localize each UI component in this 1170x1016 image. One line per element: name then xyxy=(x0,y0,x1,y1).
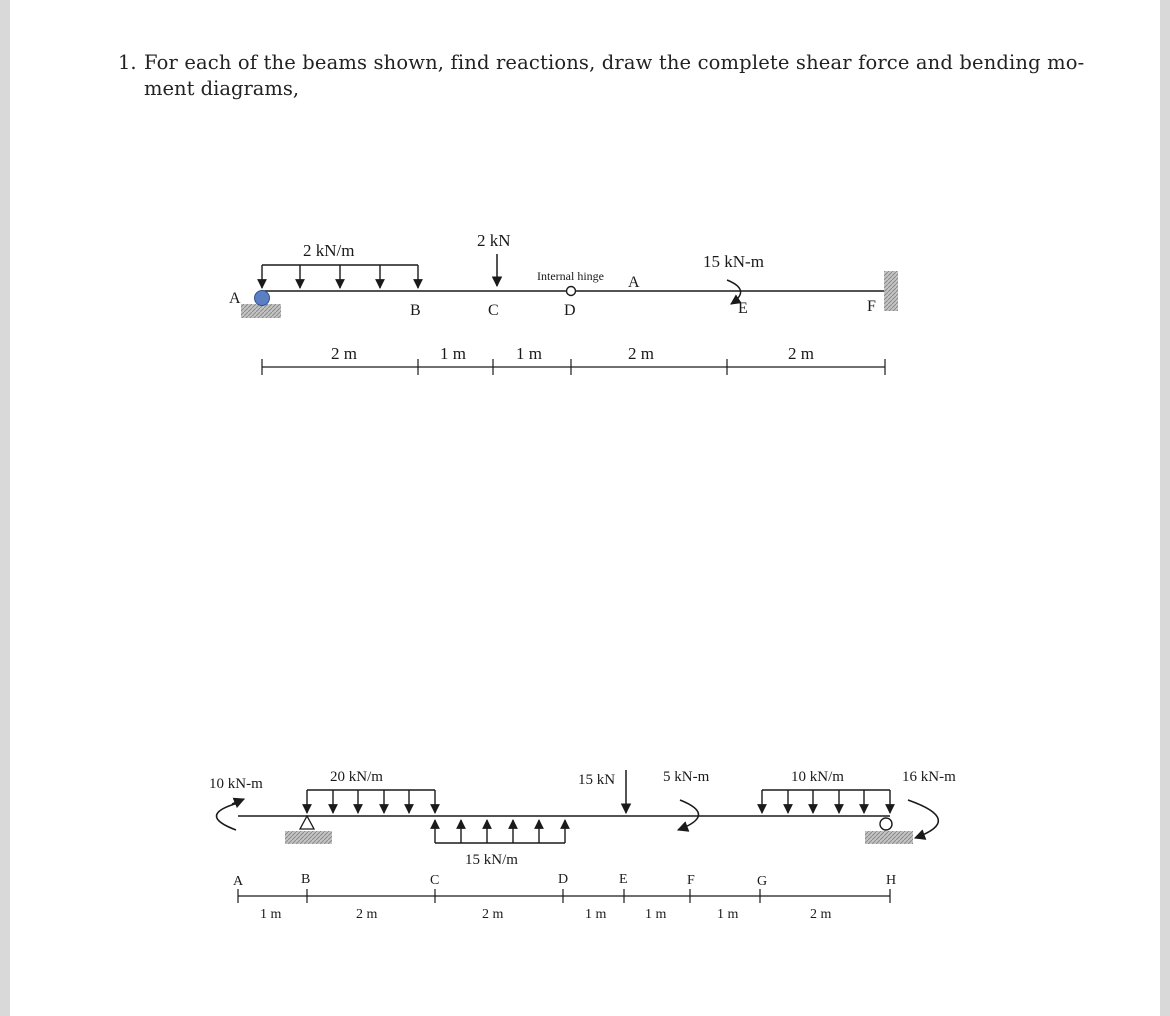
ground-hatch-b xyxy=(285,831,332,844)
internal-hinge-icon xyxy=(567,287,576,296)
point-label-e: E xyxy=(619,872,628,887)
point-label-c: C xyxy=(488,302,499,319)
span-label: 1 m xyxy=(585,907,607,922)
span-label: 2 m xyxy=(810,907,832,922)
pin-support-b-icon xyxy=(300,816,314,829)
pin-support-icon xyxy=(255,291,270,306)
span-label: 2 m xyxy=(356,907,378,922)
udl-20kn-per-m xyxy=(307,790,435,813)
span-label: 1 m xyxy=(645,907,667,922)
span-label: 1 m xyxy=(516,344,542,363)
point-load-15kn-label: 15 kN xyxy=(578,772,616,788)
moment-mid-label: 5 kN-m xyxy=(663,769,710,785)
span-label: 1 m xyxy=(260,907,282,922)
udl-15kn-per-m-upward xyxy=(435,820,565,843)
point-label-b: B xyxy=(410,302,421,319)
moment-mid-arrow-icon xyxy=(678,800,699,830)
ground-hatch-h xyxy=(865,831,913,844)
point-label-f: F xyxy=(867,298,876,315)
point-label-h: H xyxy=(886,873,897,888)
hinge-extra-label: A xyxy=(628,274,640,291)
ground-hatch-a xyxy=(241,304,281,318)
roller-support-h-icon xyxy=(880,818,892,830)
moment-label: 15 kN-m xyxy=(703,252,764,271)
moment-right-label: 16 kN-m xyxy=(902,769,956,785)
span-label: 2 m xyxy=(331,344,357,363)
beam-2 xyxy=(209,769,956,922)
point-label-d: D xyxy=(558,872,569,887)
point-label-e: E xyxy=(738,300,748,317)
span-label: 2 m xyxy=(628,344,654,363)
span-label: 1 m xyxy=(717,907,739,922)
beam-1 xyxy=(229,231,898,375)
point-load-label: 2 kN xyxy=(477,231,511,250)
point-label-a: A xyxy=(233,874,244,889)
span-label: 2 m xyxy=(788,344,814,363)
dimension-line-2 xyxy=(238,889,890,903)
udl-label: 2 kN/m xyxy=(303,241,355,260)
point-label-a: A xyxy=(229,290,241,307)
point-label-d: D xyxy=(564,302,576,319)
point-label-c: C xyxy=(430,873,440,888)
span-label: 1 m xyxy=(440,344,466,363)
problem-text-line-1: For each of the beams shown, find reactions, draw the complete shear force and bending mo- xyxy=(144,51,1085,74)
udl-2kn-per-m xyxy=(262,265,418,288)
hinge-label: Internal hinge xyxy=(537,269,604,283)
point-label-b: B xyxy=(301,872,311,887)
moment-left-arrow-icon xyxy=(216,803,238,830)
udl-10kn-per-m xyxy=(762,790,890,813)
udl-up-label: 15 kN/m xyxy=(465,852,518,868)
udl-down-label: 20 kN/m xyxy=(330,769,383,785)
moment-left-label: 10 kN-m xyxy=(209,776,263,792)
problem-number: 1. xyxy=(118,51,137,74)
udl-right-label: 10 kN/m xyxy=(791,769,844,785)
point-label-g: G xyxy=(757,874,768,889)
fixed-wall-f xyxy=(884,271,898,311)
point-label-f: F xyxy=(687,873,695,888)
problem-text-line-2: ment diagrams, xyxy=(144,77,300,100)
span-label: 2 m xyxy=(482,907,504,922)
